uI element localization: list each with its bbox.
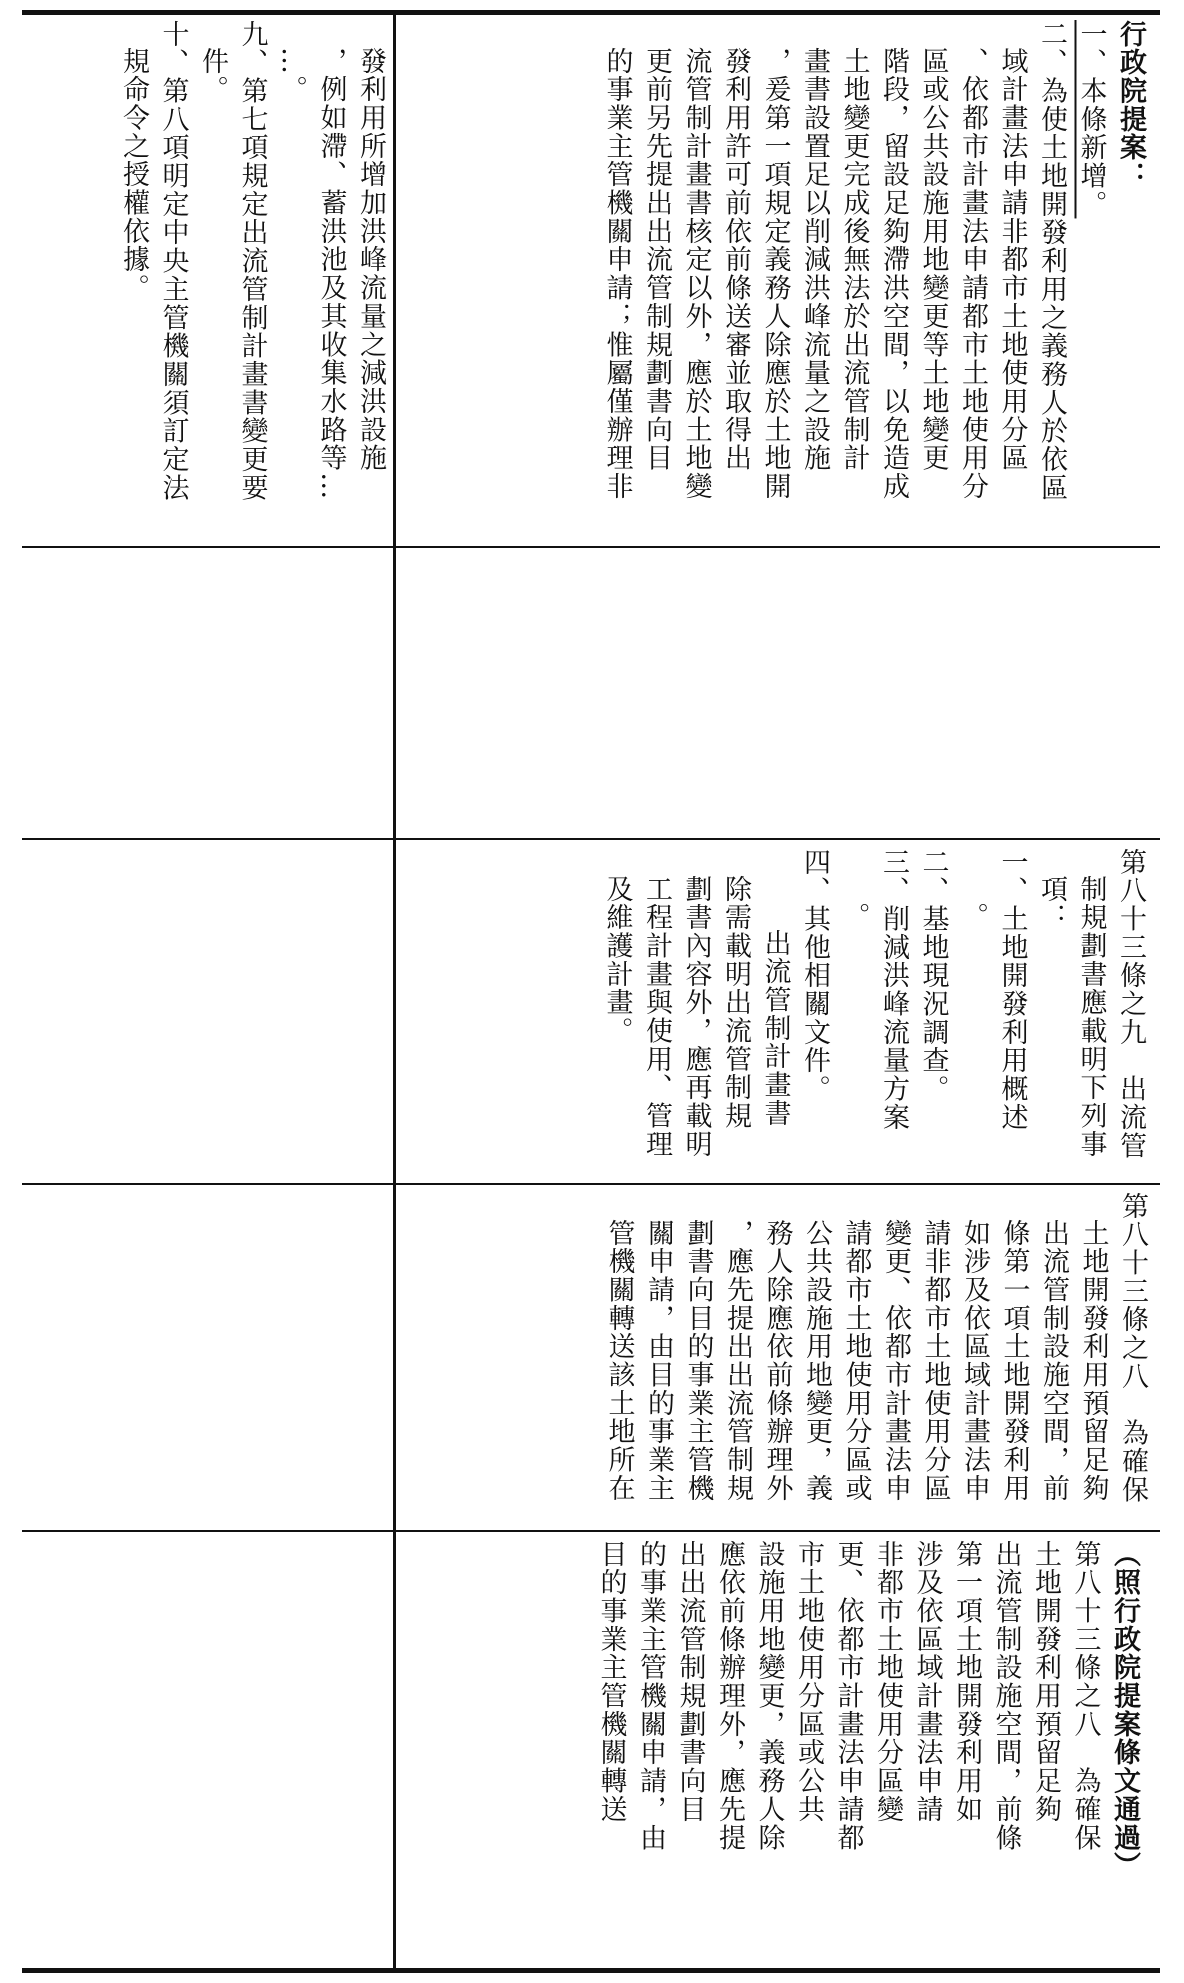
- text-line: 土地開發利用預留足夠: [1077, 1219, 1109, 1503]
- passed-header: （照行政院提案條文通過）: [1109, 1540, 1140, 1881]
- text-line: ，爰第一項規定義務人除應於土地開: [759, 47, 791, 501]
- text-line: 非都市土地使用分區變: [872, 1540, 903, 1824]
- text-line: 九、第七項規定出流管制計畫書變更要: [236, 20, 268, 502]
- text-line: 二、為使土地開發利用之義務人於依區: [1036, 20, 1067, 502]
- proposal-title: 行政院提案：: [1115, 20, 1146, 191]
- text-line: 第八十三條之九 出流管: [1115, 848, 1146, 1160]
- text-line: 市土地使用分區或公共: [793, 1540, 824, 1824]
- top-rule: [22, 10, 1160, 15]
- text-line: 請都市土地使用分區或: [840, 1219, 872, 1503]
- text-line: …。: [276, 47, 307, 104]
- text-line: ，例如滯、蓄洪池及其收集水路等…: [315, 47, 347, 501]
- text-line: 管機關轉送該土地所在: [603, 1219, 635, 1503]
- text-line: 工程計畫與使用、管理: [641, 875, 672, 1159]
- text-line: 變更、依都市計畫法申: [880, 1219, 911, 1503]
- text-line: 出流管制計畫書: [759, 929, 791, 1128]
- text-line: 四、其他相關文件。: [799, 848, 830, 1104]
- text-line: 。: [838, 902, 870, 931]
- row-divider-3: [22, 1183, 1160, 1185]
- text-line: 一、土地開發利用概述: [996, 848, 1028, 1132]
- explanation-continued-column: [55, 20, 390, 540]
- passed-text-column: [409, 1540, 1144, 1960]
- text-line: 務人除應依前條辦理外: [761, 1219, 793, 1503]
- text-line: 發利用許可前依前條送審並取得出: [720, 47, 751, 473]
- text-line: 關申請，由目的事業主: [643, 1219, 674, 1503]
- text-line: 第八十三條之八 為確保: [1117, 1192, 1148, 1504]
- text-line: 制規劃書應載明下列事: [1075, 875, 1107, 1159]
- text-line: 的事業主管機關申請；惟屬僅辦理非: [601, 47, 633, 501]
- text-line: 更、依都市計畫法申請都: [832, 1540, 864, 1852]
- text-line: 及維護計畫。: [601, 875, 633, 1046]
- text-line: 的事業主管機關申請，由: [635, 1540, 666, 1852]
- text-line: 劃書內容外，應再載明: [680, 875, 712, 1159]
- text-line: 出流管制設施空間，前: [1038, 1219, 1069, 1503]
- text-line: 二、基地現況調查。: [917, 848, 949, 1104]
- text-line: 應依前條辦理外，應先提: [714, 1540, 745, 1852]
- text-line: 劃書向目的事業主管機: [682, 1219, 714, 1503]
- text-line: 項：: [1036, 875, 1067, 932]
- text-line: [1071, 20, 1111, 540]
- article-83-9-column: [540, 848, 1150, 1178]
- row-divider-1: [22, 546, 1160, 548]
- text-line: 畫書設置足以削減洪峰流量之設施: [799, 47, 830, 473]
- text-line: 第八十三條之八 為確保: [1069, 1540, 1101, 1852]
- text-line: 。: [957, 902, 988, 931]
- text-line: 公共設施用地變更，義: [801, 1219, 832, 1503]
- text-line: 條第一項土地開發利用: [998, 1219, 1030, 1503]
- text-line: 如涉及依區域計畫法申: [959, 1219, 990, 1503]
- text-line: 土地開發利用預留足夠: [1030, 1540, 1061, 1824]
- text-line: 設施用地變更，義務人除: [753, 1540, 785, 1852]
- row-divider-2: [22, 838, 1160, 840]
- new-article-note: 一、本條新增。: [1075, 20, 1107, 219]
- text-line: 三、削減洪峰流量方案: [878, 848, 909, 1132]
- text-line: 土地變更完成後無法於出流管制計: [838, 47, 870, 473]
- text-line: 更前另先提出出流管制規劃書向目: [641, 47, 672, 473]
- row-divider-4: [22, 1530, 1160, 1532]
- text-line: 階段，留設足夠滯洪空間，以免造成: [878, 47, 909, 501]
- text-line: 出出流管制規劃書向目: [674, 1540, 706, 1824]
- text-line: ，應先提出出流管制規: [722, 1219, 753, 1503]
- text-line: 、依都市計畫法申請都市土地使用分: [957, 47, 988, 501]
- text-line: 流管制計畫書核定以外，應於土地變: [680, 47, 712, 501]
- text-line: 除需載明出流管制規: [720, 875, 751, 1131]
- center-vertical-rule: [393, 10, 396, 1973]
- text-line: 規命令之授權依據。: [118, 47, 149, 303]
- text-line: 發利用所增加洪峰流量之減洪設施: [355, 47, 386, 473]
- text-line: 件。: [197, 47, 228, 104]
- text-line: 區或公共設施用地變更等土地變更: [917, 47, 949, 473]
- text-line: 涉及依區域計畫法申請: [911, 1540, 943, 1824]
- text-line: 出流管制設施空間，前條: [990, 1540, 1022, 1852]
- text-line: 目的事業主管機關轉送: [595, 1540, 627, 1824]
- text-line: 域計畫法申請非都市土地使用分區: [996, 47, 1028, 473]
- text-line: 十、第八項明定中央主管機關須訂定法: [157, 20, 189, 502]
- article-83-8-column: [407, 1192, 1152, 1524]
- executive-proposal-column: [405, 20, 1150, 540]
- bottom-rule: [22, 1968, 1160, 1973]
- text-line: 請非都市土地使用分區: [919, 1219, 951, 1503]
- text-line: 第一項土地開發利用如: [951, 1540, 982, 1824]
